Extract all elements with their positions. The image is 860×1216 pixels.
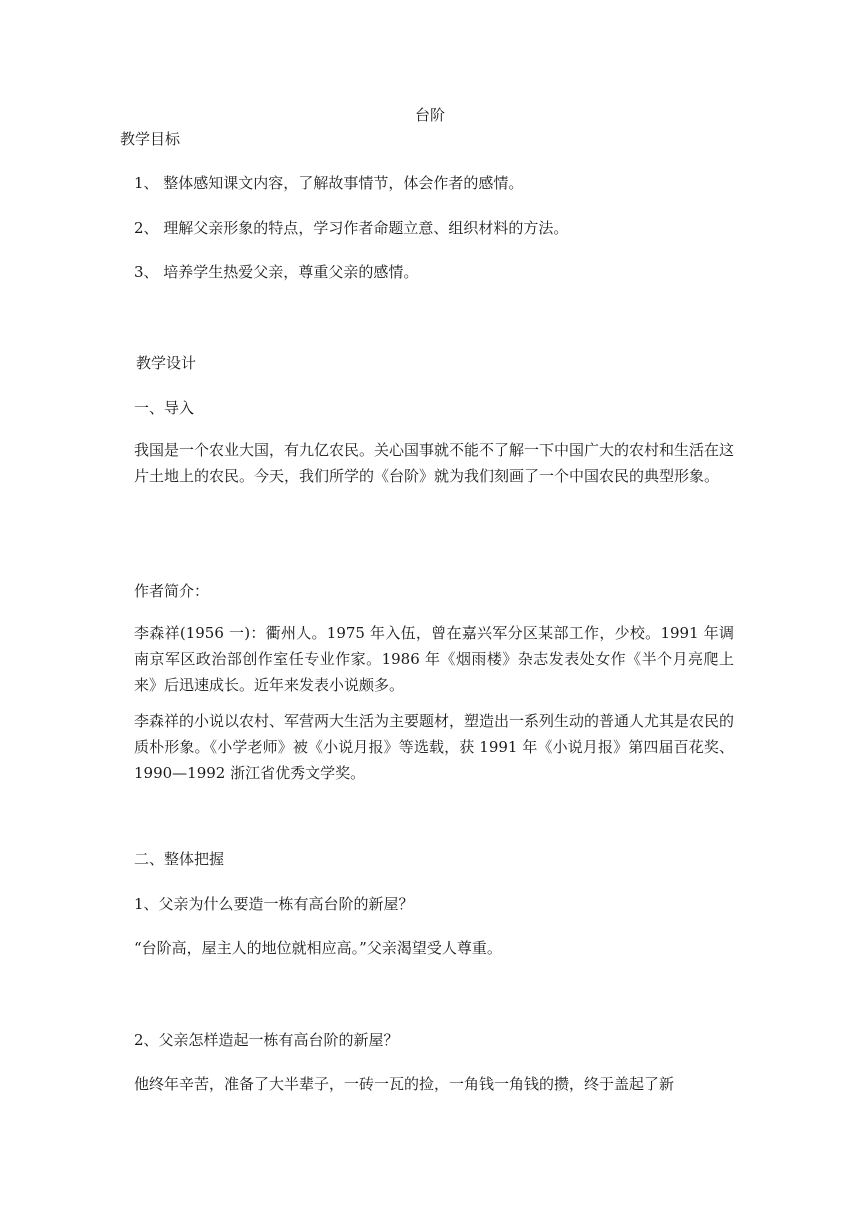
objective-item-1: 1、 整体感知课文内容，了解故事情节，体会作者的感情。 [134,174,524,192]
answer-2: 他终年辛苦，准备了大半辈子，一砖一瓦的捡，一角钱一角钱的攒，终于盖起了新 [134,1075,675,1093]
question-2: 2、父亲怎样造起一栋有高台阶的新屋？ [134,1031,399,1049]
author-paragraph-1: 李森祥(1956 一)：衢州人。1975 年入伍，曾在嘉兴军分区某部工作，少校。1991 年调南京军区政治部创作室任专业作家。1986 年《烟雨楼》杂志发表处女作《半个月亮爬上来》后迅速成长。近年来发表小说颇多。 [134,624,734,694]
question-1: 1、父亲为什么要造一栋有高台阶的新屋？ [134,895,414,913]
section-1-heading: 一、导入 [134,399,195,417]
author-heading: 作者简介： [134,582,210,600]
section-2-heading: 二、整体把握 [134,850,225,868]
author-paragraph-2: 李森祥的小说以农村、军营两大生活为主要题材，塑造出一系列生动的普通人尤其是农民的质朴形象。《小学老师》被《小说月报》等选载，获 1991 年《小说月报》第四届百花奖、1990—1992 浙江省优秀文学奖。 [134,712,735,782]
design-heading: 教学设计 [136,354,197,372]
objective-item-3: 3、 培养学生热爱父亲，尊重父亲的感情。 [134,263,419,281]
objective-item-2: 2、 理解父亲形象的特点，学习作者命题立意、组织材料的方法。 [134,219,569,237]
answer-1: “台阶高，屋主人的地位就相应高。”父亲渴望受人尊重。 [134,939,502,957]
intro-paragraph: 我国是一个农业大国，有九亿农民。关心国事就不能不了解一下中国广大的农村和生活在这片土地上的农民。今天，我们所学的《台阶》就为我们刻画了一个中国农民的典型形象。 [134,441,735,485]
document-title: 台阶 [414,106,445,124]
objectives-heading: 教学目标 [120,130,181,148]
